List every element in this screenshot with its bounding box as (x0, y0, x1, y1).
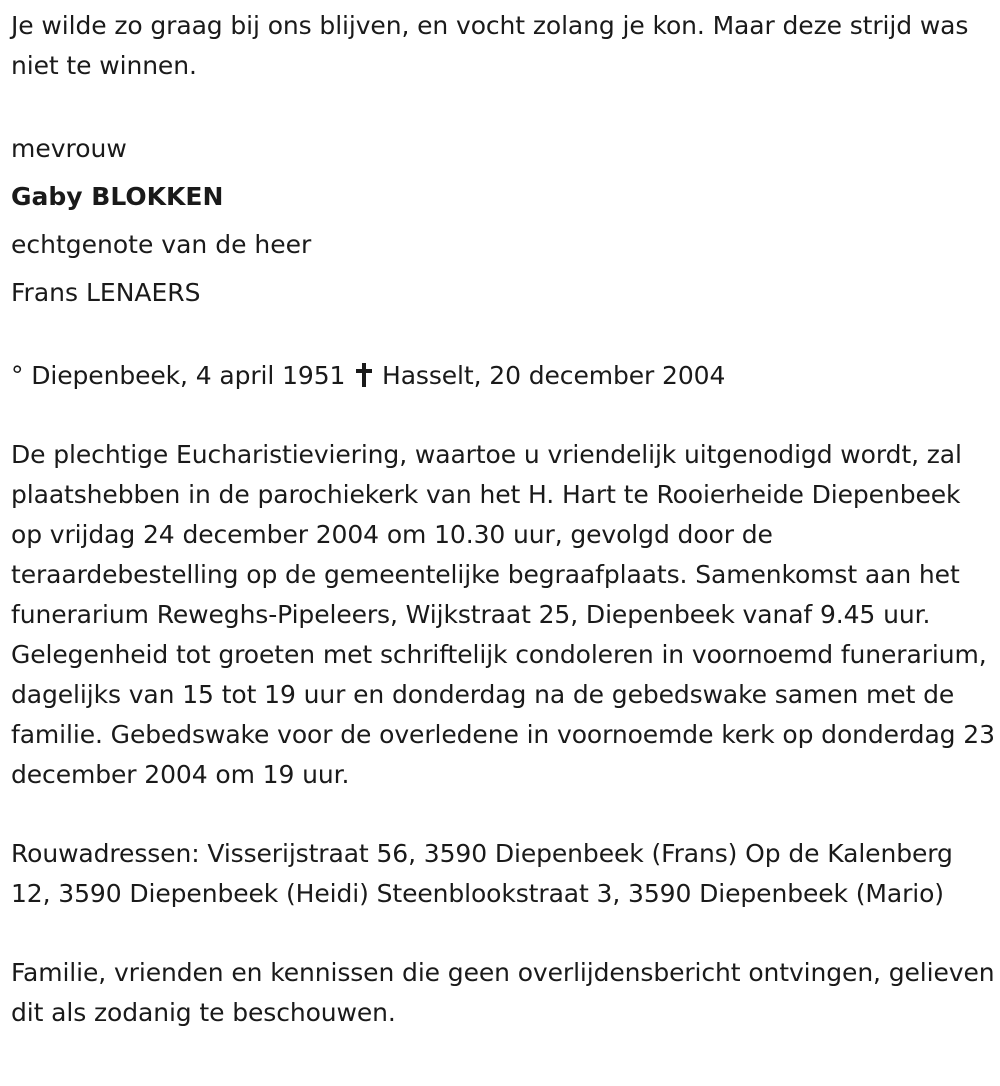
birth-date: ° Diepenbeek, 4 april 1951 (11, 361, 354, 390)
obituary-notice (11, 6, 996, 1033)
spacer (11, 914, 996, 953)
spacer (11, 317, 996, 356)
spouse-name: Frans LENAERS (11, 278, 201, 307)
spacer (11, 795, 996, 834)
closing-text: Familie, vrienden en kennissen die geen overlijdensbericht ontvingen, gelieven dit als zodanig te beschouwen. (11, 958, 995, 1027)
life-dates (11, 356, 996, 396)
relation-text: echtgenote van de heer (11, 230, 312, 259)
deceased-block (11, 125, 996, 317)
addresses-text: Rouwadressen: Visserijstraat 56, 3590 Diepenbeek (Frans) Op de Kalenberg 12, 3590 Diepenbeek (Heidi) Steenblookstraat 3, 3590 Diepenbeek (Mario) (11, 839, 953, 908)
cross-icon (356, 363, 372, 387)
deceased-name: Gaby BLOKKEN (11, 182, 224, 211)
intro-text: Je wilde zo graag bij ons blijven, en vocht zolang je kon. Maar deze strijd was niet te winnen. (11, 11, 969, 80)
death-date: Hasselt, 20 december 2004 (374, 361, 726, 390)
salutation: mevrouw (11, 134, 127, 163)
spacer (11, 396, 996, 435)
ceremony-text: De plechtige Eucharistieviering, waartoe u vriendelijk uitgenodigd wordt, zal plaatshebben in de parochiekerk van het H. Hart te Rooierheide Diepenbeek op vrijdag 24 december 2004 om 10.30 uur, gevolgd door de teraardebestelling op de gemeentelijke begraafplaats. Samenkomst aan het funerarium Reweghs-Pipeleers, Wijkstraat 25, Diepenbeek vanaf 9.45 uur. Gelegenheid tot groeten met schriftelijk condoleren in voornoemd funerarium, dagelijks van 15 tot 19 uur en donderdag na de gebedswake samen met de familie. Gebedswake voor de overledene in voornoemde kerk op donderdag 23 december 2004 om 19 uur. (11, 440, 995, 789)
spacer (11, 86, 996, 125)
